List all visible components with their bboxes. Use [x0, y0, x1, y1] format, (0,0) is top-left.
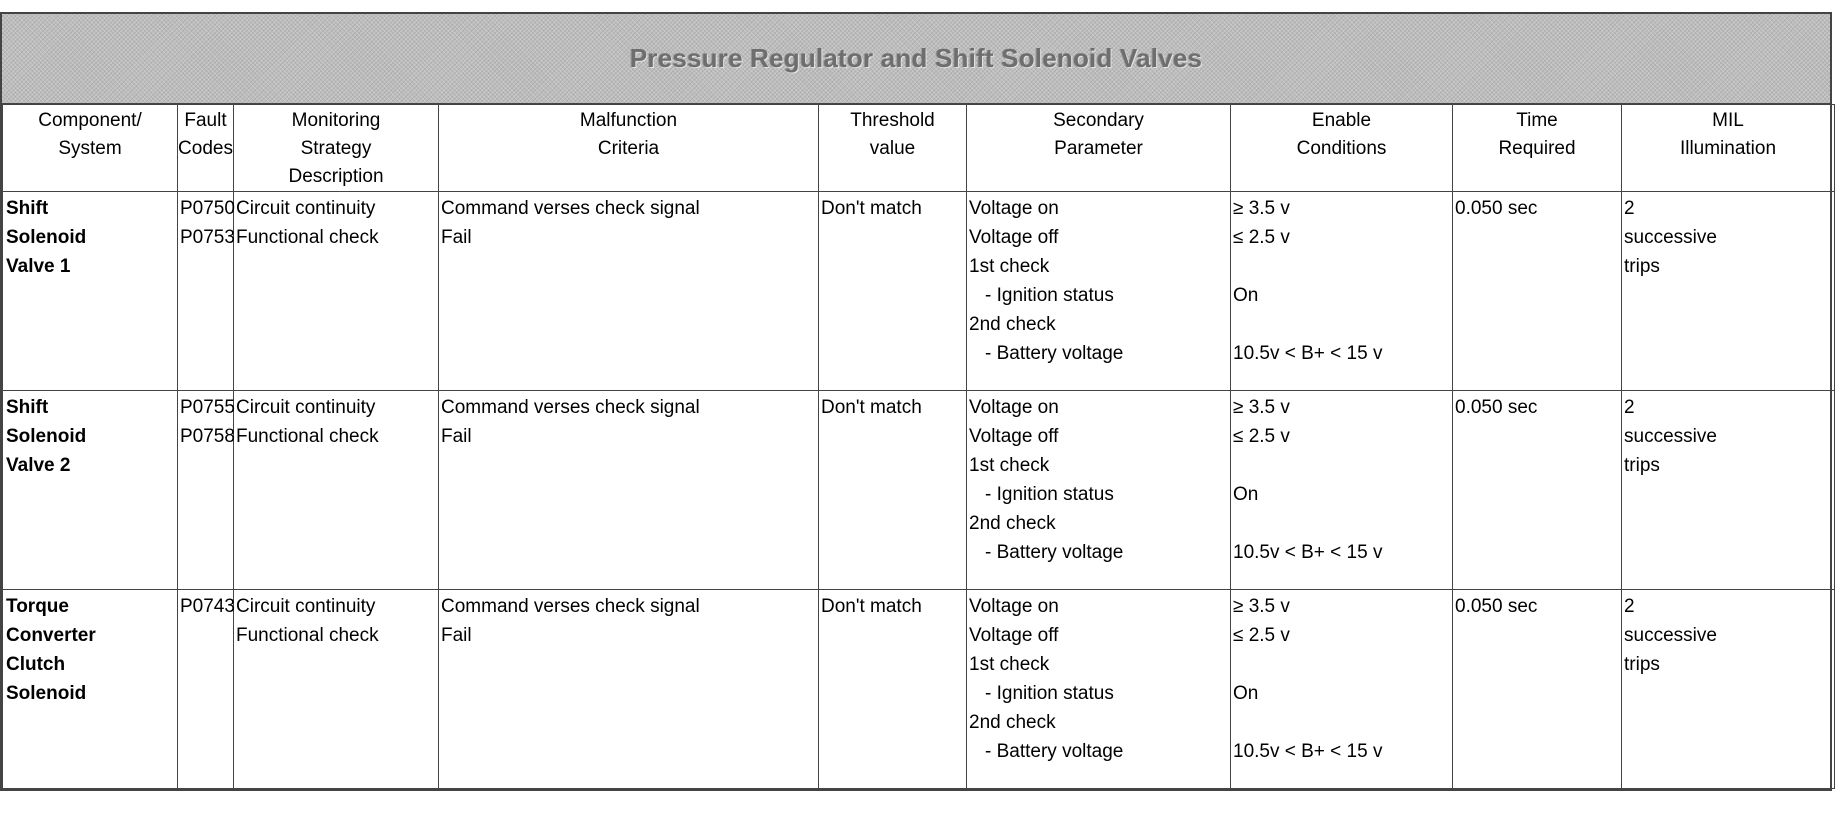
- fault-codes-cell: P0750 P0753: [178, 192, 234, 391]
- header-component: Component/ System: [3, 105, 178, 192]
- component-cell: Shift Solenoid Valve 2: [3, 391, 178, 590]
- mil-cell: 2 successive trips: [1622, 391, 1835, 590]
- component-cell: Shift Solenoid Valve 1: [3, 192, 178, 391]
- header-row: [3, 105, 1835, 192]
- mil-cell: 2 successive trips: [1622, 590, 1835, 789]
- component-cell: Torque Converter Clutch Solenoid: [3, 590, 178, 789]
- time-cell: 0.050 sec: [1453, 590, 1622, 789]
- header-malfunction: Malfunction Criteria: [439, 105, 819, 192]
- monitoring-cell: Circuit continuity Functional check: [234, 590, 439, 789]
- header-monitoring: Monitoring Strategy Description: [234, 105, 439, 192]
- malfunction-cell: Command verses check signal Fail: [439, 391, 819, 590]
- fault-codes-cell: P0755 P0758: [178, 391, 234, 590]
- table-row: [3, 391, 1835, 590]
- secondary-cell: Voltage on Voltage off 1st check - Ignition status 2nd check - Battery voltage: [967, 391, 1231, 590]
- header-time: Time Required: [1453, 105, 1622, 192]
- header-enable: Enable Conditions: [1231, 105, 1453, 192]
- table-row: [3, 590, 1835, 789]
- enable-cell: ≥ 3.5 v ≤ 2.5 v On 10.5v < B+ < 15 v: [1231, 391, 1453, 590]
- diagnostics-table: [2, 104, 1835, 789]
- secondary-cell: Voltage on Voltage off 1st check - Ignition status 2nd check - Battery voltage: [967, 192, 1231, 391]
- header-mil: MIL Illumination: [1622, 105, 1835, 192]
- header-threshold: Threshold value: [819, 105, 967, 192]
- spec-table-sheet: [0, 12, 1832, 791]
- time-cell: 0.050 sec: [1453, 391, 1622, 590]
- monitoring-cell: Circuit continuity Functional check: [234, 391, 439, 590]
- header-fault-codes: Fault Codes: [178, 105, 234, 192]
- table-title: Pressure Regulator and Shift Solenoid Valves: [629, 43, 1203, 73]
- malfunction-cell: Command verses check signal Fail: [439, 192, 819, 391]
- enable-cell: ≥ 3.5 v ≤ 2.5 v On 10.5v < B+ < 15 v: [1231, 192, 1453, 391]
- table-row: [3, 192, 1835, 391]
- threshold-cell: Don't match: [819, 391, 967, 590]
- header-secondary: Secondary Parameter: [967, 105, 1231, 192]
- malfunction-cell: Command verses check signal Fail: [439, 590, 819, 789]
- table-title-band: [2, 14, 1830, 104]
- mil-cell: 2 successive trips: [1622, 192, 1835, 391]
- threshold-cell: Don't match: [819, 590, 967, 789]
- time-cell: 0.050 sec: [1453, 192, 1622, 391]
- secondary-cell: Voltage on Voltage off 1st check - Ignition status 2nd check - Battery voltage: [967, 590, 1231, 789]
- enable-cell: ≥ 3.5 v ≤ 2.5 v On 10.5v < B+ < 15 v: [1231, 590, 1453, 789]
- fault-codes-cell: P0743: [178, 590, 234, 789]
- threshold-cell: Don't match: [819, 192, 967, 391]
- monitoring-cell: Circuit continuity Functional check: [234, 192, 439, 391]
